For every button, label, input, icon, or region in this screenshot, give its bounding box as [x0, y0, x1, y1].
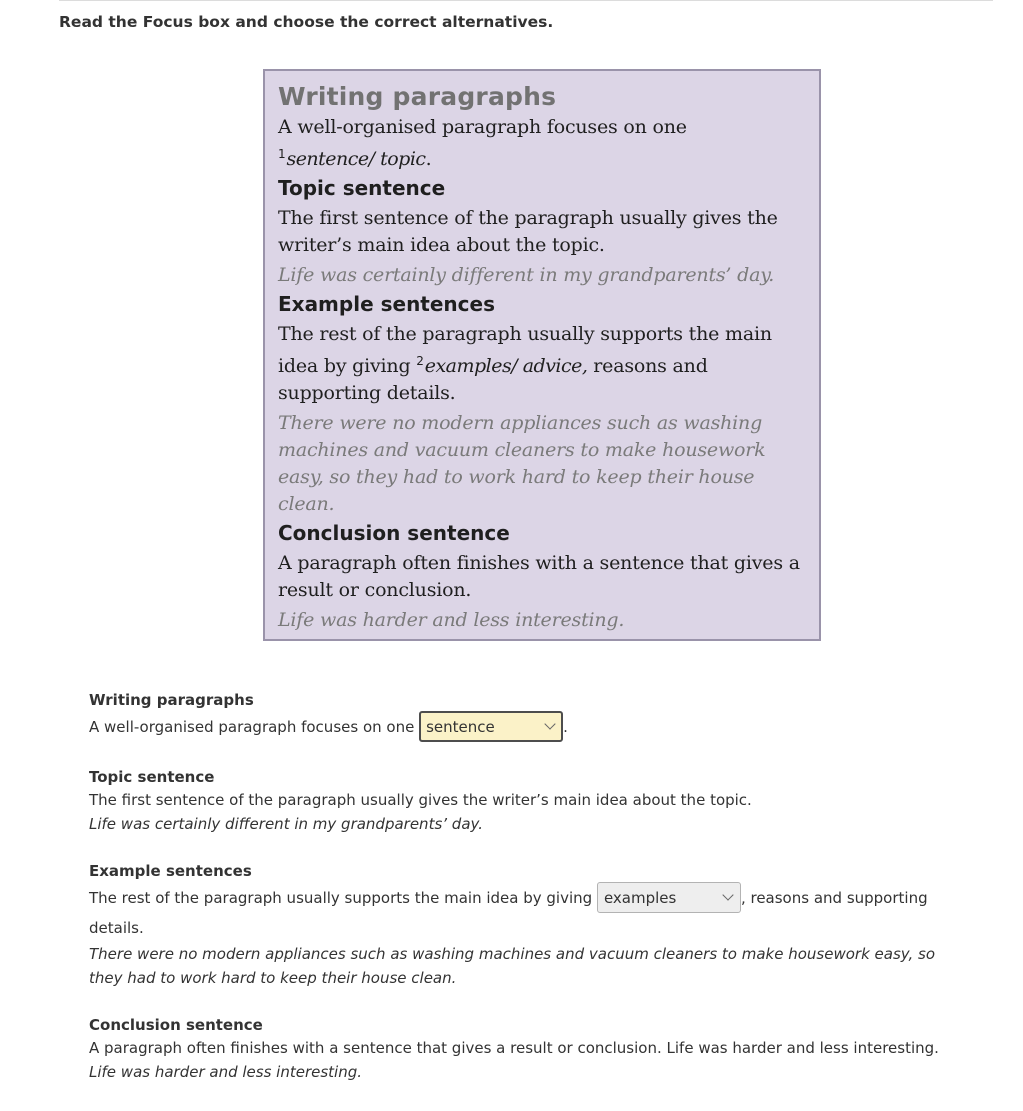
focus-box-topic-text: The first sentence of the paragraph usually gives the writer’s main idea about the topic.: [278, 207, 778, 256]
gap-number-1: 1: [278, 147, 286, 161]
focus-box-title: Writing paragraphs: [278, 82, 557, 111]
section-heading: Topic sentence: [89, 768, 215, 786]
focus-box-topic-example: Life was certainly different in my grandparents’ day.: [278, 264, 775, 286]
focus-box-choice-1: sentence/ topic: [286, 148, 426, 170]
instruction-text: Read the Focus box and choose the correct alternatives.: [59, 13, 554, 31]
focus-box-example-example: There were no modern appliances such as washing machines and vacuum cleaners to make housework easy, so they had to work hard to keep their house clean.: [278, 412, 766, 515]
example-sentences-section: Example sentences The rest of the paragraph usually supports the main idea by giving examples , reasons and supporting details. There were no modern appliances such as washing machines and vacuum cleaners to make housework easy, so they had to work hard to keep their house clean.: [89, 859, 949, 990]
focus-box-example-heading: Example sentences: [278, 292, 495, 316]
topic-dropdown[interactable]: sentence: [419, 711, 563, 742]
focus-box-image: [263, 69, 821, 641]
section-example: Life was harder and less interesting.: [89, 1062, 363, 1081]
chevron-down-icon: [722, 889, 733, 900]
section-example: There were no modern appliances such as washing machines and vacuum cleaners to make housework easy, so they had to work hard to keep their house clean.: [89, 945, 935, 987]
focus-box-choice-2: examples/ advice,: [424, 355, 588, 377]
conclusion-sentence-section: [89, 1013, 949, 1084]
section-heading: Writing paragraphs: [89, 691, 254, 709]
focus-box-example-text: The rest of the paragraph usually supports the main idea by giving $^2$examples/ advice, reasons and supporting details.: [278, 323, 772, 404]
answer-section: [89, 688, 949, 1107]
chevron-down-icon: [544, 718, 555, 729]
section-example: Life was certainly different in my grandparents’ day.: [89, 814, 483, 833]
topic-sentence-section: [89, 765, 949, 836]
focus-box-conclusion-example: Life was harder and less interesting.: [278, 609, 625, 631]
focus-box-topic-heading: Topic sentence: [278, 176, 446, 200]
section-heading: Conclusion sentence: [89, 1016, 263, 1034]
examples-dropdown[interactable]: examples: [597, 882, 741, 913]
section-text: The first sentence of the paragraph usually gives the writer’s main idea about the topic.: [89, 791, 752, 809]
focus-box-conclusion-heading: Conclusion sentence: [278, 521, 510, 545]
gap-number-2: 2: [416, 354, 424, 368]
focus-box-conclusion-text: A paragraph often finishes with a sentence that gives a result or conclusion.: [278, 552, 800, 601]
writing-paragraphs-section: Writing paragraphs A well-organised paragraph focuses on one sentence .: [89, 688, 949, 742]
focus-box-intro: A well-organised paragraph focuses on one $^1$sentence/ topic.: [278, 116, 687, 170]
top-divider: [59, 0, 993, 1]
section-heading: Example sentences: [89, 862, 252, 880]
section-text: A paragraph often finishes with a sentence that gives a result or conclusion. Life was harder and less interesting.: [89, 1039, 939, 1057]
